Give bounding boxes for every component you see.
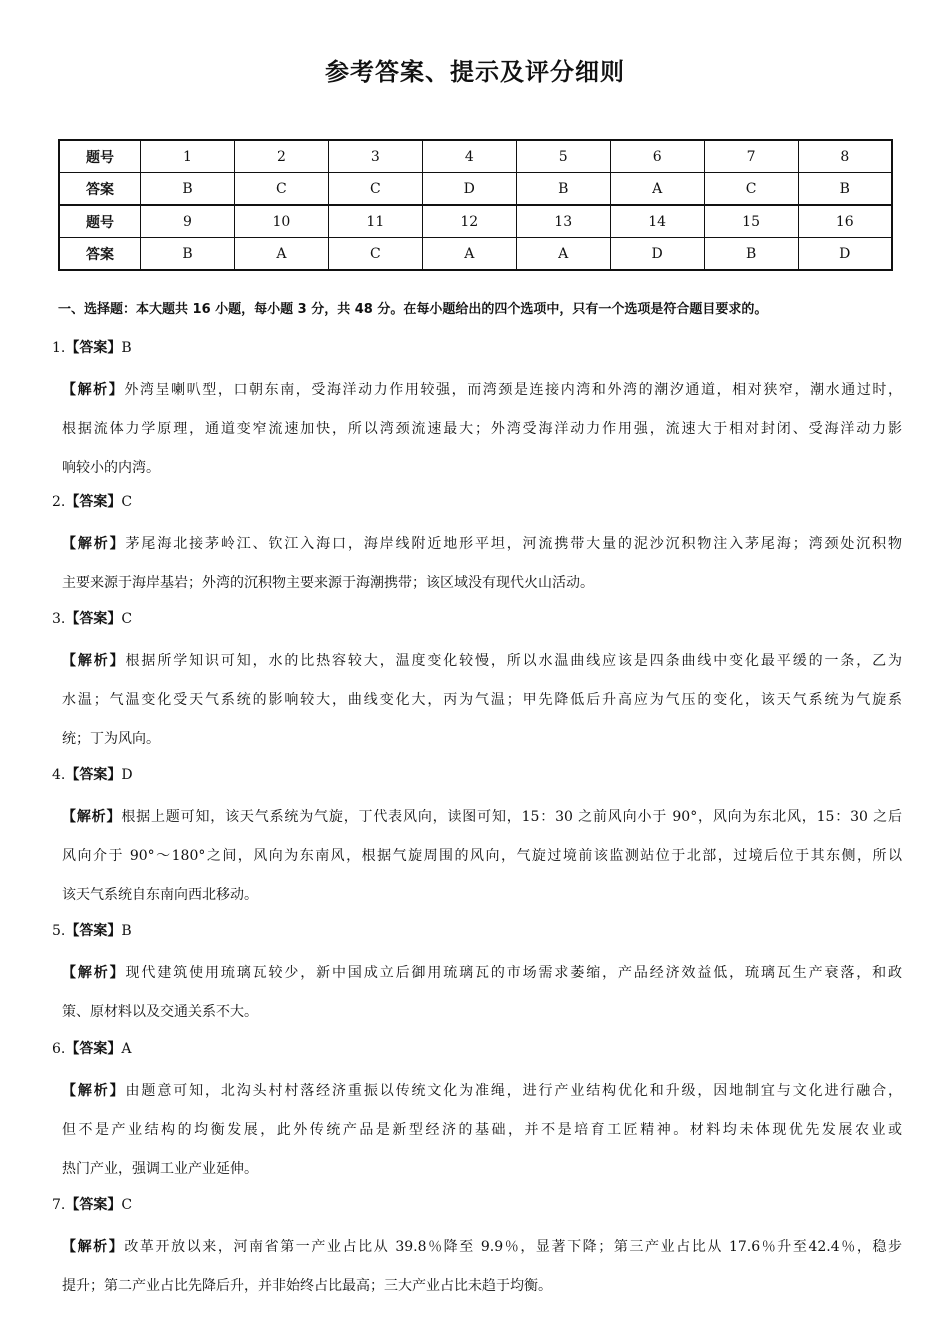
- table-cell: 14: [610, 205, 704, 238]
- analysis-text: [62, 642, 902, 759]
- question-block-3: [52, 608, 902, 759]
- question-number: 4.: [52, 767, 66, 783]
- table-row-numbers-2: [59, 205, 892, 238]
- question-block-6: [52, 1038, 902, 1189]
- question-block-4: [52, 764, 902, 915]
- table-cell: C: [234, 173, 328, 206]
- analysis-line: [62, 642, 902, 681]
- answer-value: B: [121, 340, 132, 356]
- analysis-line: 策、原材料以及交通关系不大。: [62, 1004, 258, 1020]
- analysis-line: 响较小的内湾。: [62, 460, 160, 476]
- analysis-tag: 【解析】: [62, 653, 126, 669]
- question-number: 3.: [52, 611, 66, 627]
- table-cell: D: [610, 238, 704, 271]
- table-cell: 15: [704, 205, 798, 238]
- table-cell: 8: [798, 140, 892, 173]
- page-title: 参考答案、提示及评分细则: [325, 58, 625, 86]
- table-cell: 5: [516, 140, 610, 173]
- answer-tag: 【答案】: [65, 611, 122, 627]
- table-row-answers-2: [59, 238, 892, 271]
- table-cell: 13: [516, 205, 610, 238]
- analysis-line-text: 现代建筑使用琉璃瓦较少，新中国成立后御用琉璃瓦的市场需求萎缩，产品经济效益低，琉璃瓦生产衰落，和政: [125, 965, 903, 981]
- analysis-line: 主要来源于海岸基岩；外湾的沉积物主要来源于海潮携带；该区域没有现代火山活动。: [62, 575, 594, 591]
- table-cell: 4: [422, 140, 516, 173]
- analysis-line: 水温；气温变化受天气系统的影响较大，曲线变化大，丙为气温；甲先降低后升高应为气压的变化，该天气系统为气旋系: [62, 692, 902, 708]
- answer-tag: 【答案】: [65, 1041, 122, 1057]
- analysis-line: [62, 954, 902, 993]
- question-block-7: [52, 1194, 902, 1306]
- table-cell: 1: [141, 140, 235, 173]
- analysis-line: [62, 371, 902, 410]
- table-cell: 10: [234, 205, 328, 238]
- answer-value: B: [121, 923, 132, 939]
- table-cell: C: [328, 238, 422, 271]
- analysis-line: 根据流体力学原理，通道变窄流速加快，所以湾颈流速最大；外湾受海洋动力作用强，流速大于相对封闭、受海洋动力影: [62, 421, 902, 437]
- analysis-text: [62, 954, 902, 1032]
- table-cell: 9: [141, 205, 235, 238]
- table-header-cell: 答案: [59, 238, 141, 271]
- analysis-tag: 【解析】: [62, 1239, 125, 1255]
- table-cell: D: [422, 173, 516, 206]
- table-cell: A: [422, 238, 516, 271]
- analysis-text: [62, 798, 902, 915]
- table-cell: B: [141, 173, 235, 206]
- answer-tag: 【答案】: [65, 767, 122, 783]
- answer-line: [52, 608, 902, 630]
- table-cell: 12: [422, 205, 516, 238]
- table-cell: C: [328, 173, 422, 206]
- analysis-line: [62, 525, 902, 564]
- table-cell: A: [610, 173, 704, 206]
- analysis-line: 该天气系统自东南向西北移动。: [62, 887, 258, 903]
- table-cell: A: [516, 238, 610, 271]
- analysis-tag: 【解析】: [62, 536, 126, 552]
- analysis-tag: 【解析】: [62, 1083, 126, 1099]
- analysis-line: 提升；第二产业占比先降后升，并非始终占比最高；三大产业占比未趋于均衡。: [62, 1278, 552, 1294]
- question-block-2: [52, 491, 902, 603]
- table-cell: C: [704, 173, 798, 206]
- answer-line: [52, 1038, 902, 1060]
- answer-line: [52, 491, 902, 513]
- analysis-tag: 【解析】: [62, 382, 125, 398]
- answer-tag: 【答案】: [65, 1197, 122, 1213]
- analysis-text: [62, 525, 902, 603]
- answer-value: C: [121, 494, 133, 510]
- analysis-line-text: 改革开放以来，河南省第一产业占比从 39.8％降至 9.9％，显著下降；第三产业占比从 17.6％升至42.4％，稳步: [124, 1239, 902, 1255]
- analysis-line: 但不是产业结构的均衡发展，此外传统产品是新型经济的基础，并不是培育工匠精神。材料均未体现优先发展农业或: [62, 1122, 902, 1138]
- answer-value: D: [121, 767, 133, 783]
- analysis-text: [62, 371, 902, 488]
- analysis-text: [62, 1228, 902, 1306]
- analysis-line-text: 由题意可知，北沟头村村落经济重振以传统文化为准绳，进行产业结构优化和升级，因地制宜与文化进行融合，: [125, 1083, 903, 1099]
- analysis-tag: 【解析】: [62, 809, 122, 825]
- answer-tag: 【答案】: [65, 340, 122, 356]
- table-cell: D: [798, 238, 892, 271]
- question-number: 5.: [52, 923, 66, 939]
- table-cell: 3: [328, 140, 422, 173]
- analysis-line: [62, 1072, 902, 1111]
- answer-line: [52, 920, 902, 942]
- table-cell: B: [704, 238, 798, 271]
- table-cell: 7: [704, 140, 798, 173]
- question-block-1: [52, 337, 902, 488]
- analysis-text: [62, 1072, 902, 1189]
- answer-value: C: [121, 1197, 133, 1213]
- table-cell: 16: [798, 205, 892, 238]
- answer-value: C: [121, 611, 133, 627]
- question-number: 7.: [52, 1197, 66, 1213]
- analysis-line: [62, 1228, 902, 1267]
- analysis-tag: 【解析】: [62, 965, 126, 981]
- answer-line: [52, 337, 902, 359]
- table-header-cell: 题号: [59, 140, 141, 173]
- table-header-cell: 答案: [59, 173, 141, 206]
- analysis-line-text: 外湾呈喇叭型，口朝东南，受海洋动力作用较强，而湾颈是连接内湾和外湾的潮汐通道，相对狭窄，潮水通过时，: [124, 382, 903, 398]
- table-cell: B: [141, 238, 235, 271]
- table-row-numbers-1: [59, 140, 892, 173]
- answer-table: [58, 139, 893, 271]
- section-heading: 一、选择题：本大题共 16 小题，每小题 3 分，共 48 分。在每小题给出的四个选项中，只有一个选项是符合题目要求的。: [58, 302, 768, 317]
- analysis-line-text: 茅尾海北接茅岭江、钦江入海口，海岸线附近地形平坦，河流携带大量的泥沙沉积物注入茅尾海；湾颈处沉积物: [125, 536, 903, 552]
- table-cell: A: [234, 238, 328, 271]
- table-cell: 2: [234, 140, 328, 173]
- table-cell: 6: [610, 140, 704, 173]
- analysis-line: [62, 798, 902, 837]
- answer-value: A: [121, 1041, 132, 1057]
- table-cell: B: [798, 173, 892, 206]
- question-number: 6.: [52, 1041, 66, 1057]
- question-number: 1.: [52, 340, 66, 356]
- analysis-line-text: 根据所学知识可知，水的比热容较大，温度变化较慢，所以水温曲线应该是四条曲线中变化最平缓的一条，乙为: [125, 653, 903, 669]
- question-number: 2.: [52, 494, 66, 510]
- table-row-answers-1: [59, 173, 892, 206]
- answer-tag: 【答案】: [65, 923, 122, 939]
- answer-line: [52, 1194, 902, 1216]
- table-cell: B: [516, 173, 610, 206]
- answer-line: [52, 764, 902, 786]
- question-block-5: [52, 920, 902, 1032]
- answer-tag: 【答案】: [65, 494, 122, 510]
- table-cell: 11: [328, 205, 422, 238]
- analysis-line: 热门产业，强调工业产业延伸。: [62, 1161, 258, 1177]
- table-header-cell: 题号: [59, 205, 141, 238]
- analysis-line: 风向介于 90°～180°之间，风向为东南风，根据气旋周围的风向，气旋过境前该监测站位于北部，过境后位于其东侧，所以: [62, 848, 902, 864]
- analysis-line: 统；丁为风向。: [62, 731, 160, 747]
- analysis-line-text: 根据上题可知，该天气系统为气旋，丁代表风向，读图可知，15：30 之前风向小于 90°，风向为东北风，15：30 之后: [121, 809, 903, 825]
